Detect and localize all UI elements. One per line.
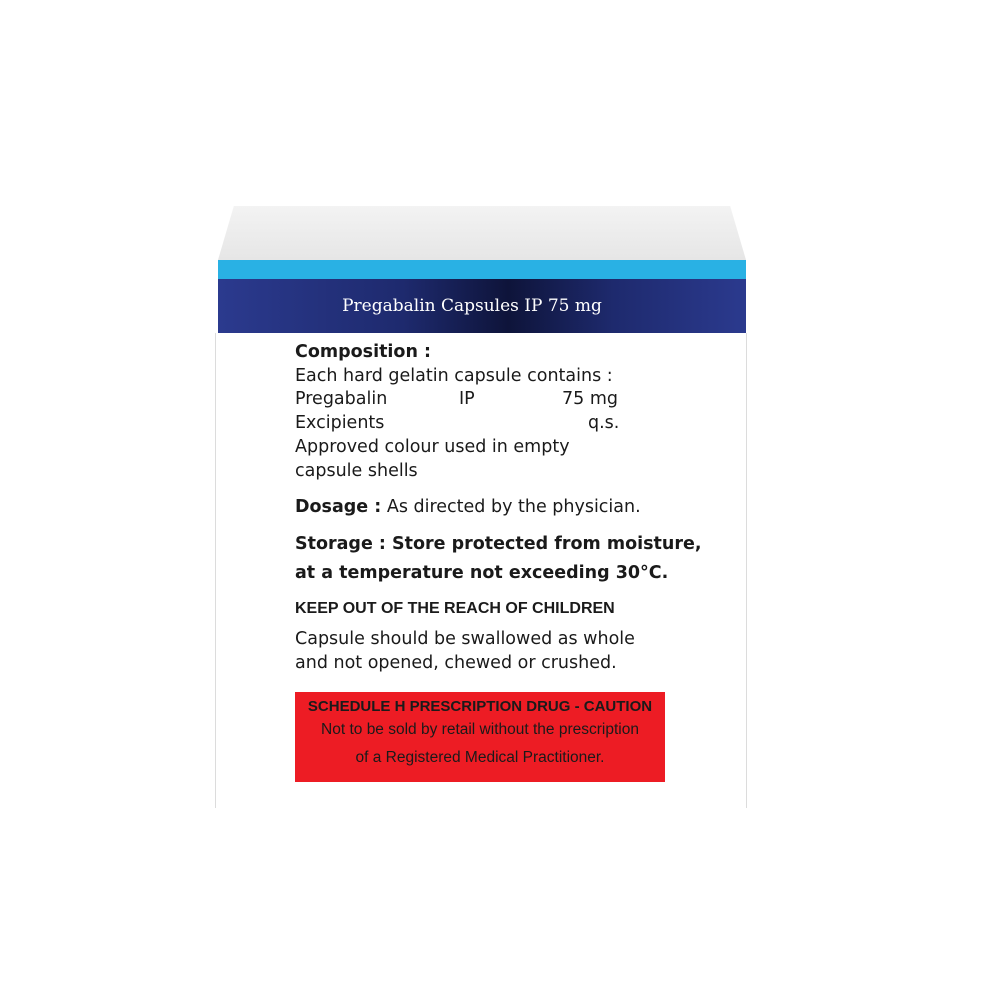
- excipients-quantity: q.s.: [588, 413, 620, 433]
- colour-note-line2: capsule shells: [295, 461, 418, 481]
- title-band: [218, 279, 746, 333]
- caution-heading: SCHEDULE H PRESCRIPTION DRUG - CAUTION: [307, 698, 653, 715]
- ingredient-standard: IP: [459, 389, 475, 409]
- ingredient-quantity: 75 mg: [562, 389, 618, 409]
- dosage-line: [295, 496, 641, 520]
- colour-note-line1: Approved colour used in empty: [295, 437, 570, 457]
- caution-line1: Not to be sold by retail without the prescription: [321, 721, 639, 738]
- box-top-flap: [218, 206, 746, 260]
- composition-intro: Each hard gelatin capsule contains :: [295, 366, 613, 386]
- ingredient-name: Pregabalin: [295, 389, 388, 409]
- swallow-line2: and not opened, chewed or crushed.: [295, 653, 617, 673]
- dosage-text: As directed by the physician.: [386, 497, 641, 517]
- dosage-label: Dosage :: [295, 497, 382, 517]
- composition-heading: Composition :: [295, 342, 432, 362]
- panel-right-edge: [746, 333, 747, 808]
- cyan-stripe: [218, 260, 746, 279]
- caution-line2: of a Registered Medical Practitioner.: [355, 749, 605, 766]
- swallow-line1: Capsule should be swallowed as whole: [295, 629, 635, 649]
- panel-left-edge: [215, 333, 216, 808]
- keep-out-warning: KEEP OUT OF THE REACH OF CHILDREN: [295, 600, 615, 617]
- schedule-h-caution-box: [295, 692, 665, 782]
- product-title: Pregabalin Capsules IP 75 mg: [342, 296, 602, 316]
- excipients-name: Excipients: [295, 413, 385, 433]
- storage-line1: Storage : Store protected from moisture,: [295, 534, 702, 554]
- storage-line2: at a temperature not exceeding 30°C.: [295, 563, 669, 583]
